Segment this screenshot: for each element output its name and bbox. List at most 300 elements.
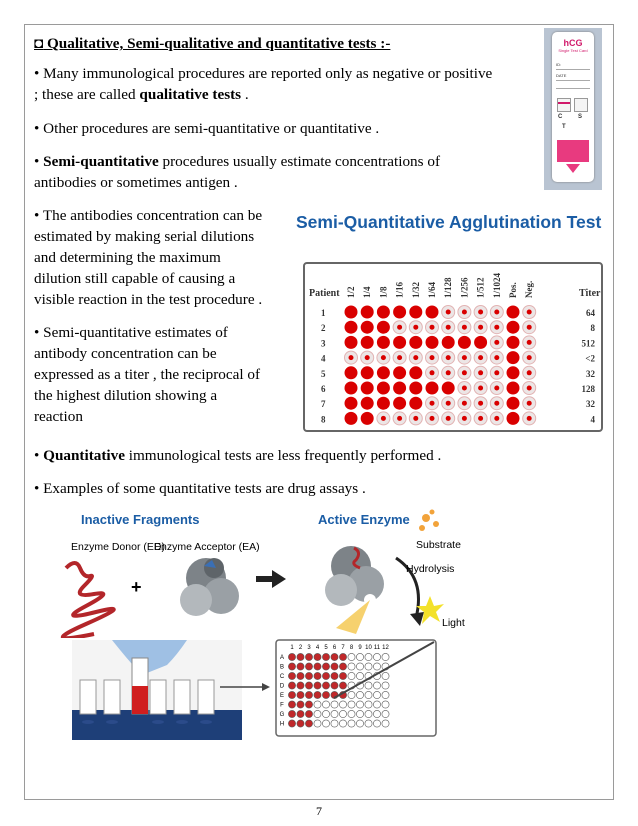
enzyme-diagram — [36, 508, 476, 638]
filled-well — [314, 682, 321, 689]
hcg-label-s: S — [578, 114, 583, 120]
agglutination-grid — [303, 262, 603, 432]
heading-text: Qualitative, Semi-qualitative and quantitative tests :- — [46, 35, 391, 52]
filled-well — [288, 672, 295, 679]
positive-well — [442, 336, 455, 349]
hcg-result-window — [557, 98, 571, 112]
patient-label: 4 — [321, 353, 326, 364]
filled-well — [297, 720, 304, 727]
negative-well-dot — [430, 355, 435, 360]
empty-well — [365, 653, 372, 660]
positive-well — [442, 382, 455, 395]
filled-well — [288, 720, 295, 727]
negative-well-dot — [462, 310, 467, 315]
negative-well-dot — [527, 310, 532, 315]
empty-well — [356, 720, 363, 727]
positive-well — [345, 397, 358, 410]
paragraph-text: antibodies or sometimes antigen . — [34, 174, 238, 191]
filled-well — [305, 672, 312, 679]
positive-well — [409, 382, 422, 395]
titer-header: Titer — [579, 288, 601, 299]
filled-well — [288, 701, 295, 708]
paragraph-3-line-1 — [34, 151, 440, 172]
positive-well — [393, 336, 406, 349]
positive-well — [345, 321, 358, 334]
paragraph-4-line-2: estimated by making serial dilutions — [34, 228, 255, 245]
agglutination-title: Semi-Quantitative Agglutination Test — [296, 212, 602, 232]
negative-well-dot — [478, 416, 483, 421]
well-plate-96 — [274, 638, 444, 738]
positive-well — [361, 397, 374, 410]
negative-well-dot — [462, 386, 467, 391]
filled-well — [339, 682, 346, 689]
filled-well — [314, 653, 321, 660]
titer-value: 64 — [586, 308, 595, 318]
empty-well — [339, 710, 346, 717]
positive-well — [393, 366, 406, 379]
empty-well — [373, 653, 380, 660]
titer-value: 32 — [586, 399, 595, 410]
filled-well — [297, 653, 304, 660]
negative-well-dot — [494, 401, 499, 406]
negative-well-dot — [397, 416, 402, 421]
negative-well-dot — [462, 355, 467, 360]
positive-well — [377, 397, 390, 410]
plate-col-label: 7 — [341, 645, 345, 651]
empty-well — [356, 663, 363, 670]
patient-label: 2 — [321, 323, 326, 334]
positive-well — [361, 321, 374, 334]
hcg-label-t: T — [562, 124, 566, 130]
empty-well — [382, 720, 389, 727]
negative-well-dot — [413, 416, 418, 421]
column-header: 1/512 — [475, 277, 486, 298]
negative-well-dot — [430, 416, 435, 421]
empty-well — [373, 710, 380, 717]
negative-well-dot — [381, 416, 386, 421]
heading-marker: ◘ — [34, 35, 44, 52]
arrow-down-icon — [566, 164, 580, 174]
empty-well — [314, 720, 321, 727]
positive-well — [409, 336, 422, 349]
hcg-sample-window — [574, 98, 588, 112]
positive-well — [377, 306, 390, 319]
column-header: 1/16 — [394, 281, 405, 298]
negative-well-dot — [527, 325, 532, 330]
negative-well-dot — [462, 370, 467, 375]
empty-well — [356, 701, 363, 708]
patient-header: Patient — [309, 288, 340, 299]
empty-well — [348, 672, 355, 679]
positive-well — [393, 306, 406, 319]
column-header: Neg. — [524, 280, 535, 298]
empty-well — [348, 653, 355, 660]
hcg-field-id: ID: — [556, 62, 562, 67]
empty-well — [365, 682, 372, 689]
empty-well — [365, 691, 372, 698]
plate-row-label: C — [279, 674, 285, 680]
positive-well — [345, 382, 358, 395]
empty-well — [382, 701, 389, 708]
positive-well — [426, 382, 439, 395]
negative-well-dot — [527, 340, 532, 345]
filled-well — [314, 672, 321, 679]
empty-well — [356, 691, 363, 698]
paragraph-6 — [34, 445, 441, 466]
paragraph-text: Many immunological procedures are reported only as negative or positive — [43, 65, 493, 82]
patient-label: 3 — [321, 338, 326, 349]
positive-well — [409, 397, 422, 410]
plate-row-label: A — [279, 655, 285, 661]
positive-well — [361, 366, 374, 379]
filled-well — [305, 663, 312, 670]
plate-row-label: E — [279, 693, 285, 699]
empty-well — [339, 701, 346, 708]
paragraph-text: The antibodies concentration can be — [42, 207, 263, 224]
negative-well-dot — [478, 310, 483, 315]
arrow-right-icon — [256, 570, 286, 588]
hcg-line — [556, 88, 590, 89]
patient-label: 6 — [321, 384, 326, 394]
hcg-subtitle: Single Test Card — [558, 48, 588, 53]
hcg-line — [556, 80, 590, 81]
plate-col-label: 5 — [324, 645, 328, 651]
bold-term: qualitative tests — [139, 86, 242, 103]
negative-well-dot — [462, 416, 467, 421]
empty-well — [322, 710, 329, 717]
patient-label: 7 — [321, 399, 326, 410]
negative-well-dot — [478, 370, 483, 375]
filled-well — [288, 653, 295, 660]
plate-row-label: G — [279, 712, 285, 718]
positive-well — [507, 366, 520, 379]
empty-well — [382, 691, 389, 698]
paragraph-5-line-1 — [34, 322, 228, 343]
column-header: 1/64 — [427, 281, 437, 298]
negative-well-dot — [349, 355, 354, 360]
filled-well — [314, 691, 321, 698]
column-header: Pos. — [508, 282, 518, 298]
positive-well — [377, 366, 390, 379]
negative-well-dot — [494, 386, 499, 391]
negative-well-dot — [494, 325, 499, 330]
negative-well-dot — [478, 401, 483, 406]
hcg-field-date: DATE — [556, 73, 567, 78]
titer-value: 128 — [581, 384, 595, 394]
empty-well — [382, 682, 389, 689]
negative-well-dot — [527, 416, 532, 421]
plate-col-label: 2 — [298, 645, 303, 651]
plus-sign: + — [131, 577, 142, 597]
substrate-label: Substrate — [416, 539, 461, 551]
negative-well-dot — [494, 355, 499, 360]
empty-well — [348, 663, 355, 670]
enzyme-donor-coil-icon — [63, 563, 114, 638]
negative-well-dot — [365, 355, 370, 360]
empty-well — [348, 701, 355, 708]
positive-well — [393, 382, 406, 395]
positive-well — [361, 336, 374, 349]
negative-well-dot — [446, 370, 451, 375]
positive-well — [507, 351, 520, 364]
negative-well-dot — [494, 370, 499, 375]
hcg-control-band — [558, 102, 570, 104]
hcg-line — [556, 69, 590, 70]
positive-well — [507, 321, 520, 334]
empty-well — [373, 720, 380, 727]
negative-well-dot — [527, 355, 532, 360]
negative-well-dot — [446, 310, 451, 315]
patient-label: 5 — [321, 368, 326, 379]
positive-well — [345, 366, 358, 379]
empty-well — [373, 701, 380, 708]
negative-well-dot — [430, 401, 435, 406]
negative-well-dot — [413, 355, 418, 360]
empty-well — [314, 710, 321, 717]
negative-well-dot — [462, 401, 467, 406]
positive-well — [426, 306, 439, 319]
filled-well — [288, 682, 295, 689]
negative-well-dot — [446, 355, 451, 360]
hcg-label-c: C — [558, 114, 563, 120]
bold-term: Semi-quantitative — [43, 153, 159, 170]
hcg-pink-strip — [557, 140, 589, 162]
enzyme-acceptor-blob-icon — [180, 558, 239, 616]
negative-well-dot — [397, 355, 402, 360]
negative-well-dot — [527, 370, 532, 375]
positive-well — [409, 306, 422, 319]
negative-well-dot — [478, 355, 483, 360]
filled-well — [297, 691, 304, 698]
plate-col-label: 11 — [373, 645, 381, 651]
negative-well-dot — [430, 325, 435, 330]
positive-well — [345, 336, 358, 349]
hydrolysis-label: Hydrolysis — [406, 563, 455, 575]
acceptor-label: Enzyme Acceptor (EA) — [154, 541, 260, 553]
empty-well — [331, 720, 338, 727]
patient-label: 1 — [321, 308, 326, 318]
negative-well-dot — [494, 340, 499, 345]
positive-well — [345, 412, 358, 425]
titer-value: 8 — [590, 323, 595, 334]
positive-well — [507, 382, 520, 395]
filled-well — [297, 663, 304, 670]
negative-well-dot — [446, 401, 451, 406]
filled-well — [297, 701, 304, 708]
filled-well — [288, 710, 295, 717]
positive-well — [361, 382, 374, 395]
negative-well-dot — [478, 325, 483, 330]
paragraph-text: ; these are called — [34, 86, 140, 103]
negative-well-dot — [397, 325, 402, 330]
paragraph-text: Semi-quantitative estimates of — [43, 324, 228, 341]
paragraph-text: procedures usually estimate concentrations of — [158, 153, 441, 170]
empty-well — [331, 710, 338, 717]
donor-label: Enzyme Donor (ED) — [71, 541, 165, 553]
filled-well — [322, 653, 329, 660]
filled-well — [331, 672, 338, 679]
paragraph-3-line-2 — [34, 172, 238, 193]
empty-well — [322, 720, 329, 727]
positive-well — [474, 336, 487, 349]
filled-well — [331, 653, 338, 660]
plate-row-label: H — [279, 721, 285, 728]
positive-well — [393, 397, 406, 410]
empty-well — [373, 663, 380, 670]
paragraph-text: . — [241, 86, 249, 103]
paragraph-4-line-4: dilution still capable of causing a — [34, 270, 236, 287]
paragraph-5-line-3: expressed as a titer , the reciprocal of — [34, 366, 261, 383]
negative-well-dot — [478, 386, 483, 391]
filled-well — [339, 663, 346, 670]
empty-well — [348, 720, 355, 727]
empty-well — [331, 701, 338, 708]
empty-well — [348, 710, 355, 717]
filled-well — [305, 701, 312, 708]
positive-well — [377, 321, 390, 334]
bold-term: Quantitative — [43, 447, 125, 464]
column-header: 1/2 — [346, 286, 356, 298]
negative-well-dot — [527, 386, 532, 391]
paragraph-text: immunological tests are less frequently performed . — [124, 447, 442, 464]
filled-well — [331, 682, 338, 689]
empty-well — [365, 701, 372, 708]
paragraph-1-line-1 — [34, 63, 492, 84]
hcg-title: hCG — [563, 38, 583, 48]
plate-col-label: 12 — [382, 645, 389, 651]
empty-well — [356, 672, 363, 679]
positive-well — [377, 336, 390, 349]
substrate-dots-icon — [419, 510, 439, 532]
empty-well — [382, 653, 389, 660]
arrow-right-icon — [220, 682, 270, 692]
filled-well — [322, 663, 329, 670]
plate-row-label: B — [279, 664, 285, 671]
hcg-test-card-image — [544, 28, 602, 190]
positive-well — [458, 336, 471, 349]
curved-arrow-head — [410, 612, 424, 626]
empty-well — [373, 691, 380, 698]
filled-well — [339, 653, 346, 660]
filled-well — [339, 672, 346, 679]
column-header: 1/4 — [362, 286, 373, 298]
paragraph-5-line-2: antibody concentration can be — [34, 345, 217, 362]
titer-value: 4 — [590, 414, 595, 425]
paragraph-2 — [34, 118, 379, 139]
filled-well — [331, 663, 338, 670]
filled-well — [322, 672, 329, 679]
active-enzyme-title: Active Enzyme — [318, 512, 410, 527]
empty-well — [322, 701, 329, 708]
positive-well — [361, 306, 374, 319]
plate-row-label: D — [279, 683, 285, 690]
active-enzyme-blob-icon — [325, 546, 384, 634]
empty-well — [356, 710, 363, 717]
empty-well — [365, 720, 372, 727]
filled-well — [322, 691, 329, 698]
negative-well-dot — [446, 325, 451, 330]
paragraph-text: Other procedures are semi-quantitative or quantitative . — [43, 120, 380, 137]
positive-well — [507, 306, 520, 319]
negative-well-dot — [494, 310, 499, 315]
positive-well — [507, 412, 520, 425]
filled-well — [322, 682, 329, 689]
plate-col-label: 4 — [315, 645, 320, 651]
negative-well-dot — [381, 355, 386, 360]
positive-well — [345, 306, 358, 319]
column-header: 1/8 — [378, 286, 389, 298]
empty-well — [373, 682, 380, 689]
filled-well — [288, 691, 295, 698]
empty-well — [382, 672, 389, 679]
empty-well — [365, 710, 372, 717]
titer-value: 512 — [581, 338, 595, 349]
light-label: Light — [442, 617, 465, 629]
sample-tubes-diagram — [72, 640, 242, 740]
titer-value: 32 — [586, 368, 595, 379]
column-header: 1/256 — [459, 277, 470, 298]
negative-well-dot — [413, 325, 418, 330]
paragraph-5-line-4: the highest dilution showing a — [34, 387, 218, 404]
positive-well — [377, 382, 390, 395]
plate-col-label: 9 — [358, 645, 362, 651]
negative-well-dot — [527, 401, 532, 406]
filled-well — [314, 663, 321, 670]
page-number: 7 — [316, 804, 322, 818]
paragraph-4-line-3: and determining the maximum — [34, 249, 221, 266]
negative-well-dot — [430, 370, 435, 375]
paragraph-7 — [34, 478, 366, 499]
filled-well — [305, 720, 312, 727]
patient-label: 8 — [321, 414, 326, 425]
positive-well — [361, 412, 374, 425]
hcg-card — [552, 32, 594, 182]
empty-well — [348, 691, 355, 698]
plate-col-label: 8 — [349, 645, 354, 651]
positive-well — [507, 397, 520, 410]
filled-well — [297, 710, 304, 717]
filled-well — [297, 672, 304, 679]
empty-well — [314, 701, 321, 708]
empty-well — [365, 663, 372, 670]
negative-well-dot — [462, 325, 467, 330]
positive-well — [409, 366, 422, 379]
paragraph-1-line-2 — [34, 84, 249, 105]
column-header: 1/32 — [410, 281, 421, 298]
column-header: 1/1024 — [491, 272, 502, 298]
plate-col-label: 10 — [365, 645, 372, 651]
filled-well — [305, 682, 312, 689]
paragraph-4-line-5: visible reaction in the test procedure . — [34, 291, 263, 308]
plate-col-label: 3 — [307, 645, 311, 651]
titer-value: <2 — [585, 353, 595, 364]
filled-well — [305, 691, 312, 698]
filled-well — [297, 682, 304, 689]
positive-well — [426, 336, 439, 349]
empty-well — [356, 653, 363, 660]
paragraph-4-line-1 — [34, 205, 262, 226]
plate-col-label: 1 — [290, 645, 294, 651]
paragraph-5-line-5: reaction — [34, 408, 83, 425]
filled-well — [288, 663, 295, 670]
plate-row-label: F — [280, 702, 284, 709]
plate-col-label: 6 — [332, 645, 337, 651]
filled-well — [305, 653, 312, 660]
inactive-fragments-title: Inactive Fragments — [81, 512, 200, 527]
empty-well — [382, 710, 389, 717]
negative-well-dot — [446, 416, 451, 421]
section-heading — [34, 33, 390, 54]
